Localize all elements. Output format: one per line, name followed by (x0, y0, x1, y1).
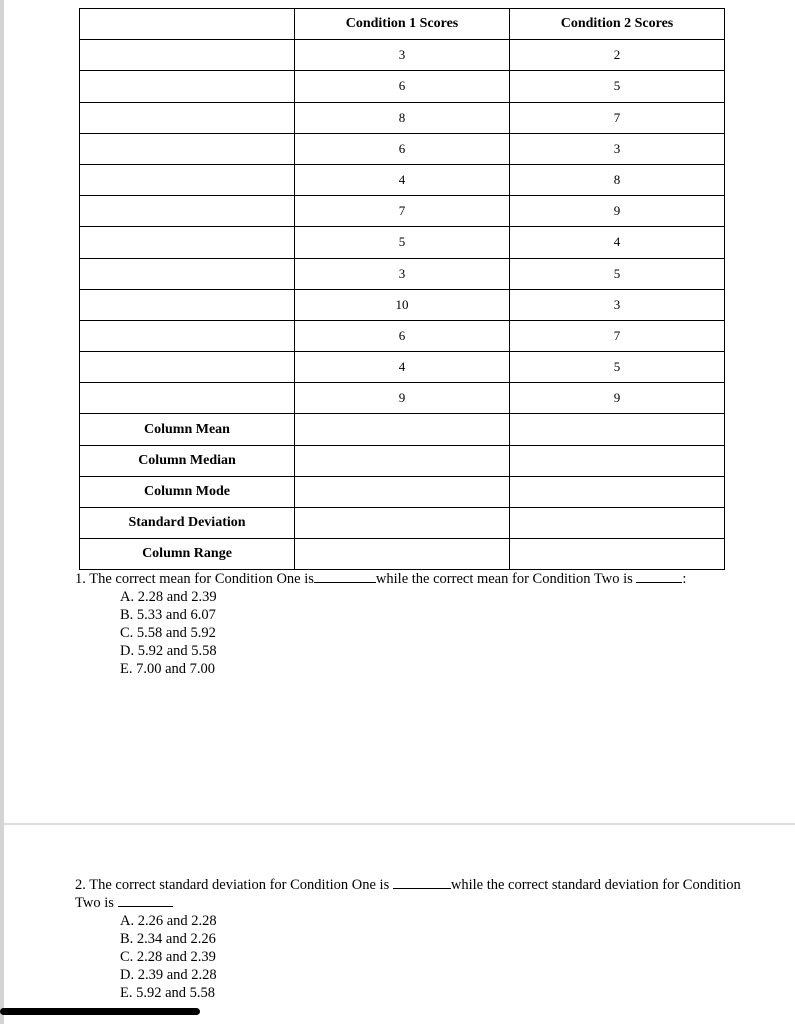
cond1-score: 3 (295, 258, 510, 289)
cond2-score: 3 (510, 289, 725, 320)
stat-label: Column Median (80, 445, 295, 476)
cond2-score: 5 (510, 352, 725, 383)
option-a[interactable]: A. 2.28 and 2.39 (120, 589, 217, 605)
cond1-stat-cell[interactable] (295, 445, 510, 476)
cond1-stat-cell[interactable] (295, 476, 510, 507)
q1-end: : (682, 571, 687, 587)
option-e[interactable]: E. 5.92 and 5.58 (120, 985, 216, 1001)
q1-part2: while the correct mean for Condition Two is (375, 571, 633, 587)
cond1-score: 10 (295, 289, 510, 320)
row-label (80, 133, 295, 164)
table-row (80, 383, 725, 414)
cond1-score: 6 (295, 71, 510, 102)
cond2-stat-cell[interactable] (510, 508, 725, 539)
stat-label: Standard Deviation (80, 508, 295, 539)
table-row (80, 289, 725, 320)
option-d[interactable]: D. 2.39 and 2.28 (120, 967, 217, 983)
q1-options (75, 588, 765, 678)
cond2-score: 7 (510, 320, 725, 351)
question-1 (75, 570, 765, 678)
stat-label: Column Range (80, 539, 295, 570)
option-d[interactable]: D. 5.92 and 5.58 (120, 643, 217, 659)
cond1-score: 6 (295, 133, 510, 164)
table-row (80, 102, 725, 133)
question-2 (75, 876, 765, 1002)
cond2-score: 3 (510, 133, 725, 164)
cond1-score: 7 (295, 196, 510, 227)
cond1-score: 3 (295, 40, 510, 71)
table-row (80, 227, 725, 258)
header-condition-2: Condition 2 Scores (510, 9, 725, 40)
cond2-score: 5 (510, 71, 725, 102)
cond2-score: 8 (510, 164, 725, 195)
cond1-score: 8 (295, 102, 510, 133)
option-c[interactable]: C. 2.28 and 2.39 (120, 949, 216, 965)
table-row (80, 352, 725, 383)
row-label (80, 40, 295, 71)
row-label (80, 164, 295, 195)
table-row (80, 71, 725, 102)
row-label (80, 102, 295, 133)
stat-label: Column Mean (80, 414, 295, 445)
stat-row-median (80, 445, 725, 476)
cond2-score: 2 (510, 40, 725, 71)
q2-options (75, 912, 765, 1002)
header-condition-1: Condition 1 Scores (295, 9, 510, 40)
option-c[interactable]: C. 5.58 and 5.92 (120, 625, 216, 641)
table-row (80, 164, 725, 195)
horizontal-scrollbar[interactable] (0, 1008, 200, 1015)
question-1-text (75, 570, 765, 588)
row-label (80, 71, 295, 102)
q2-part1: 2. The correct standard deviation for Condition One is (75, 877, 390, 893)
cond1-stat-cell[interactable] (295, 414, 510, 445)
cond2-stat-cell[interactable] (510, 414, 725, 445)
row-label (80, 227, 295, 258)
cond2-stat-cell[interactable] (510, 539, 725, 570)
cond2-score: 4 (510, 227, 725, 258)
stat-row-std-dev (80, 508, 725, 539)
header-empty (80, 9, 295, 40)
answer-blank[interactable] (636, 570, 682, 583)
cond1-score: 4 (295, 352, 510, 383)
table-row (80, 196, 725, 227)
cond2-stat-cell[interactable] (510, 476, 725, 507)
stat-row-mode (80, 476, 725, 507)
row-label (80, 383, 295, 414)
q1-part1: 1. The correct mean for Condition One is (75, 571, 314, 587)
page-divider (4, 823, 795, 825)
row-label (80, 352, 295, 383)
answer-blank[interactable] (118, 894, 173, 907)
table-row (80, 133, 725, 164)
stat-row-mean (80, 414, 725, 445)
row-label (80, 320, 295, 351)
option-b[interactable]: B. 2.34 and 2.26 (120, 931, 216, 947)
row-label (80, 196, 295, 227)
row-label (80, 289, 295, 320)
option-b[interactable]: B. 5.33 and 6.07 (120, 607, 216, 623)
answer-blank[interactable] (393, 876, 451, 889)
cond1-stat-cell[interactable] (295, 539, 510, 570)
answer-blank[interactable] (314, 570, 376, 583)
cond1-score: 4 (295, 164, 510, 195)
table-row (80, 320, 725, 351)
cond2-stat-cell[interactable] (510, 445, 725, 476)
question-2-text (75, 876, 765, 912)
table-row (80, 258, 725, 289)
left-edge (0, 0, 4, 1024)
option-a[interactable]: A. 2.26 and 2.28 (120, 913, 217, 929)
cond2-score: 5 (510, 258, 725, 289)
cond2-score: 7 (510, 102, 725, 133)
option-e[interactable]: E. 7.00 and 7.00 (120, 661, 216, 677)
cond1-score: 6 (295, 320, 510, 351)
cond1-stat-cell[interactable] (295, 508, 510, 539)
scores-table (79, 8, 725, 570)
stat-row-range (80, 539, 725, 570)
q2-part2: while the correct standard deviation for Condition Two is (75, 877, 741, 911)
cond2-score: 9 (510, 196, 725, 227)
cond1-score: 5 (295, 227, 510, 258)
table-row (80, 40, 725, 71)
table-header-row (80, 9, 725, 40)
cond2-score: 9 (510, 383, 725, 414)
cond1-score: 9 (295, 383, 510, 414)
stat-label: Column Mode (80, 476, 295, 507)
row-label (80, 258, 295, 289)
